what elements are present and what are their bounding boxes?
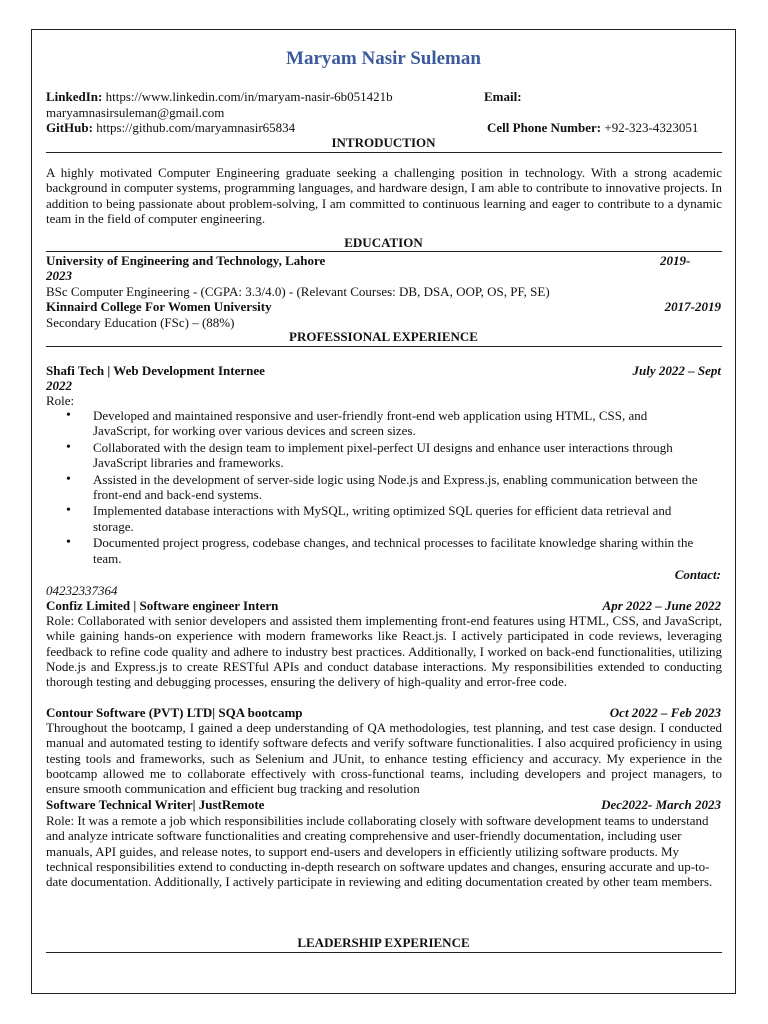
candidate-name: Maryam Nasir Suleman (286, 48, 481, 69)
linkedin-url[interactable]: https://www.linkedin.com/in/maryam-nasir-6b051421b (105, 89, 393, 104)
experience-heading: PROFESSIONAL EXPERIENCE (289, 329, 478, 344)
list-item: • Implemented database interactions with MySQL, writing optimized SQL queries for efficient data retrieval and storage. (46, 503, 706, 534)
job-dates: Apr 2022 – June 2022 (602, 598, 721, 613)
job-title: Software Technical Writer| JustRemote (46, 797, 265, 812)
job-dates: Oct 2022 – Feb 2023 (609, 705, 721, 720)
job-title: Contour Software (PVT) LTD| SQA bootcamp (46, 705, 303, 720)
phone-label: Cell Phone Number: (487, 120, 602, 135)
section-divider (46, 346, 722, 347)
role-label: Role: (46, 393, 75, 408)
job-description: Throughout the bootcamp, I gained a deep understanding of QA methodologies, test planning, and test case design. I conducted manual and automated testing to identify software defects and verify software functionalities. I also acquired proficiency in using testing tools and frameworks, such as Selenium and JUnit, to enhance testing efficiency and accuracy. My experience in the bootcamp allowed me to collaborate effectively with cross-functional teams, including developers and project managers, to ensure smooth communication and efficient bug tracking and resolution (46, 720, 722, 797)
education-detail: BSc Computer Engineering - (CGPA: 3.3/4.0) - (Relevant Courses: DB, DSA, OOP, OS, PF, SE) (46, 284, 550, 299)
github-line (46, 120, 295, 135)
resume-page (31, 29, 736, 994)
github-label: GitHub: (46, 120, 93, 135)
education-years: 2019- (660, 253, 691, 268)
job-dates: Dec2022- March 2023 (601, 797, 721, 812)
list-item: • Documented project progress, codebase changes, and technical processes to facilitate knowledge sharing within the team. (46, 535, 706, 566)
phone-line (487, 120, 698, 135)
job-title: Shafi Tech | Web Development Internee (46, 363, 265, 378)
github-url[interactable]: https://github.com/maryamnasir65834 (96, 120, 296, 135)
list-item: • Assisted in the development of server-side logic using Node.js and Express.js, enabling communication between the front-end and back-end systems. (46, 472, 706, 503)
job-description: Role: Collaborated with senior developers and assisted them implementing front-end features using HTML, CSS, and JavaScript, while gaining hands-on experience with modern frameworks like React.js. I actively participated in code reviews, leveraging feedback to refine code quality and adhere to industry best practices. Additionally, I worked on back-end functionalities, utilizing Node.js and Express.js to create RESTful APIs and conduct database interactions. My responsibilities extended to conducting thorough testing and debugging processes, ensuring the delivery of high-quality and error-free code. (46, 613, 722, 690)
contact-value: 04232337364 (46, 583, 118, 598)
contact-label: Contact: (674, 567, 721, 582)
phone-value: +92-323-4323051 (604, 120, 699, 135)
job-dates: July 2022 – Sept (632, 363, 721, 378)
section-divider (46, 251, 722, 252)
list-item: • Collaborated with the design team to implement pixel-perfect UI designs and enhance user interactions through JavaScript libraries and frameworks. (46, 440, 706, 471)
list-item: • Developed and maintained responsive and user-friendly front-end web application using HTML, CSS, and JavaScript, for working over various devices and screen sizes. (46, 408, 706, 439)
education-detail: Secondary Education (FSc) – (88%) (46, 315, 235, 330)
responsibility-list (46, 408, 706, 567)
email-label: Email: (484, 89, 522, 104)
education-years: 2017-2019 (664, 299, 721, 314)
education-heading: EDUCATION (344, 235, 423, 250)
education-school: University of Engineering and Technology, Lahore (46, 253, 326, 268)
section-divider (46, 952, 722, 953)
section-divider (46, 152, 722, 153)
education-years: 2023 (46, 268, 72, 283)
education-school: Kinnaird College For Women University (46, 299, 272, 314)
linkedin-label: LinkedIn: (46, 89, 103, 104)
job-dates: 2022 (46, 378, 72, 393)
email-value[interactable]: maryamnasirsuleman@gmail.com (46, 105, 225, 120)
job-description: Role: It was a remote a job which responsibilities include collaborating closely with software development teams to understand and analyze intricate software functionalities and creating comprehensive and user-friendly documentation, including user manuals, API guides, and release notes, to support end-users and developers in efficiently utilizing software products. My technical responsibilities extend to conducting in-depth research on software updates and changes, ensuring accurate and up-to-date documentation. Additionally, I actively participate in reviewing and editing documentation created by other team members. (46, 813, 713, 890)
leadership-heading: LEADERSHIP EXPERIENCE (297, 935, 470, 950)
job-title: Confiz Limited | Software engineer Intern (46, 598, 279, 613)
introduction-heading: INTRODUCTION (331, 135, 436, 150)
introduction-text: A highly motivated Computer Engineering graduate seeking a challenging position in technology. With a strong academic background in computer systems, programming languages, and hardware design, I am able to contribute to innovative projects. In addition to being passionate about problem-solving, I am committed to continuous learning and eager to contribute to a dynamic team in the field of computer engineering. (46, 165, 722, 226)
linkedin-line (46, 89, 393, 104)
